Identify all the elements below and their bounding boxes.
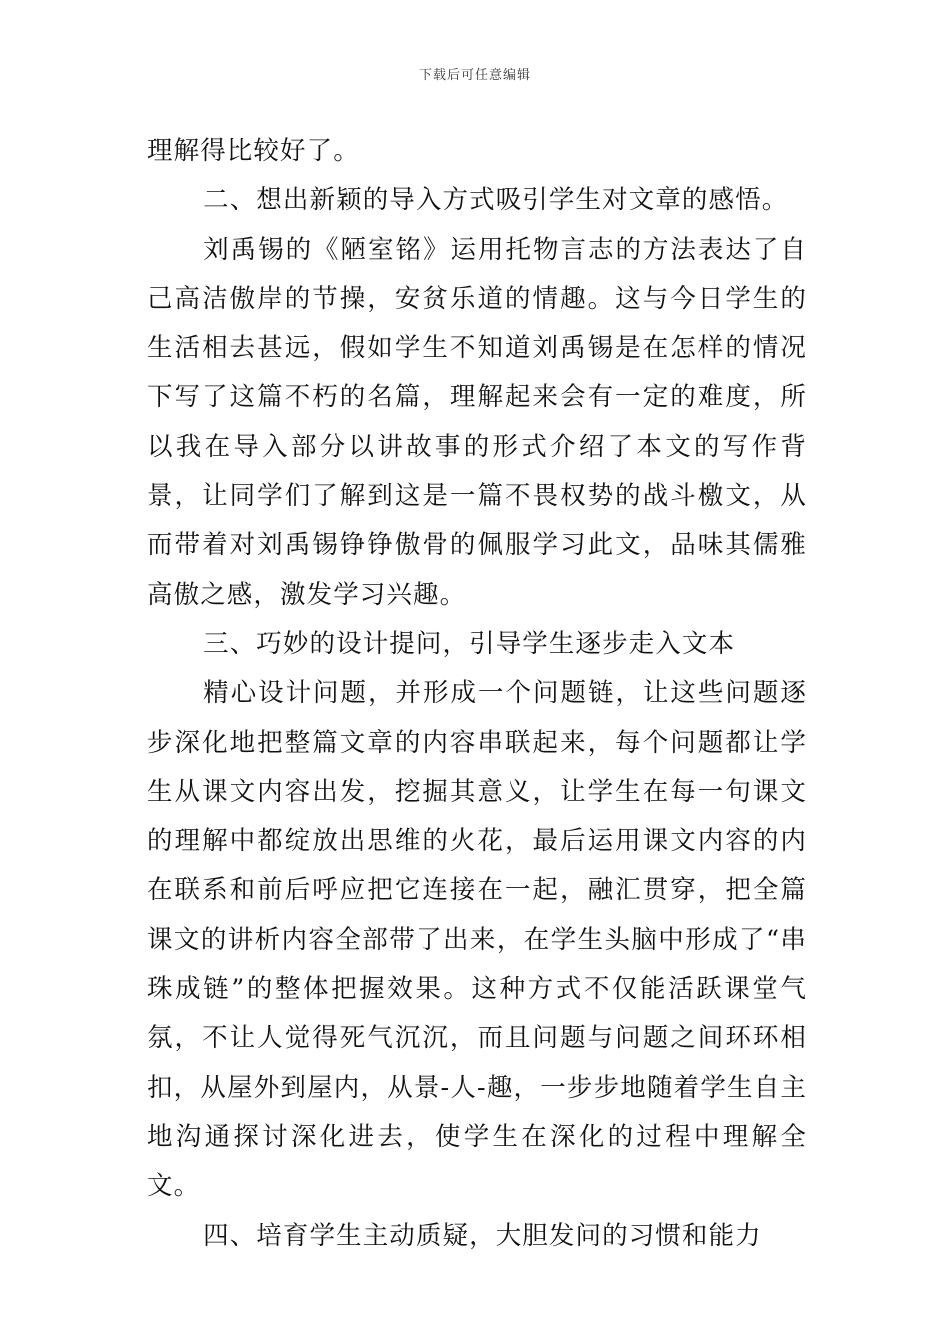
page-header: 下载后可任意编辑 — [418, 68, 531, 83]
section-heading-2: 二、想出新颖的导入方式吸引学生对文章的感悟。 — [203, 185, 789, 216]
section-heading-4: 四、培育学生主动质疑，大胆发问的习惯和能力 — [203, 1220, 762, 1251]
paragraph-intro-method: 刘禹锡的《陋室铭》运用托物言志的方法表达了自己高洁傲岸的节操，安贫乐道的情趣。这与今日学生的生活相去甚远，假如学生不知道刘禹锡是在怎样的情况下写了这篇不朽的名篇，理解起来会有一定的难度，所以我在导入部分以讲故事的形式介绍了本文的写作背景，让同学们了解到这是一篇不畏权势的战斗檄文，从而带着对刘禹锡铮铮傲骨的佩服学习此文，品味其儒雅高傲之感，激发学习兴趣。 — [147, 234, 807, 610]
section-heading-3: 三、巧妙的设计提问，引导学生逐步走入文本 — [203, 628, 736, 659]
paragraph-continuation: 理解得比较好了。 — [147, 136, 360, 166]
paragraph-question-design: 精心设计问题，并形成一个问题链，让这些问题逐步深化地把整篇文章的内容串联起来，每个问题都让学生从课文内容出发，挖掘其意义，让学生在每一句课文的理解中都绽放出思维的火花，最后运用课文内容的内在联系和前后呼应把它连接在一起，融汇贯穿，把全篇课文的讲析内容全部带了出来，在学生头脑中形成了“串珠成链”的整体把握效果。这种方式不仅能活跃课堂气氛，不让人觉得死气沉沉，而且问题与问题之间环环相扣，从屋外到屋内，从景-人-趣，一步步地随着学生自主地沟通探讨深化进去，使学生在深化的过程中理解全文。 — [147, 678, 807, 1202]
document-body — [147, 127, 807, 1261]
